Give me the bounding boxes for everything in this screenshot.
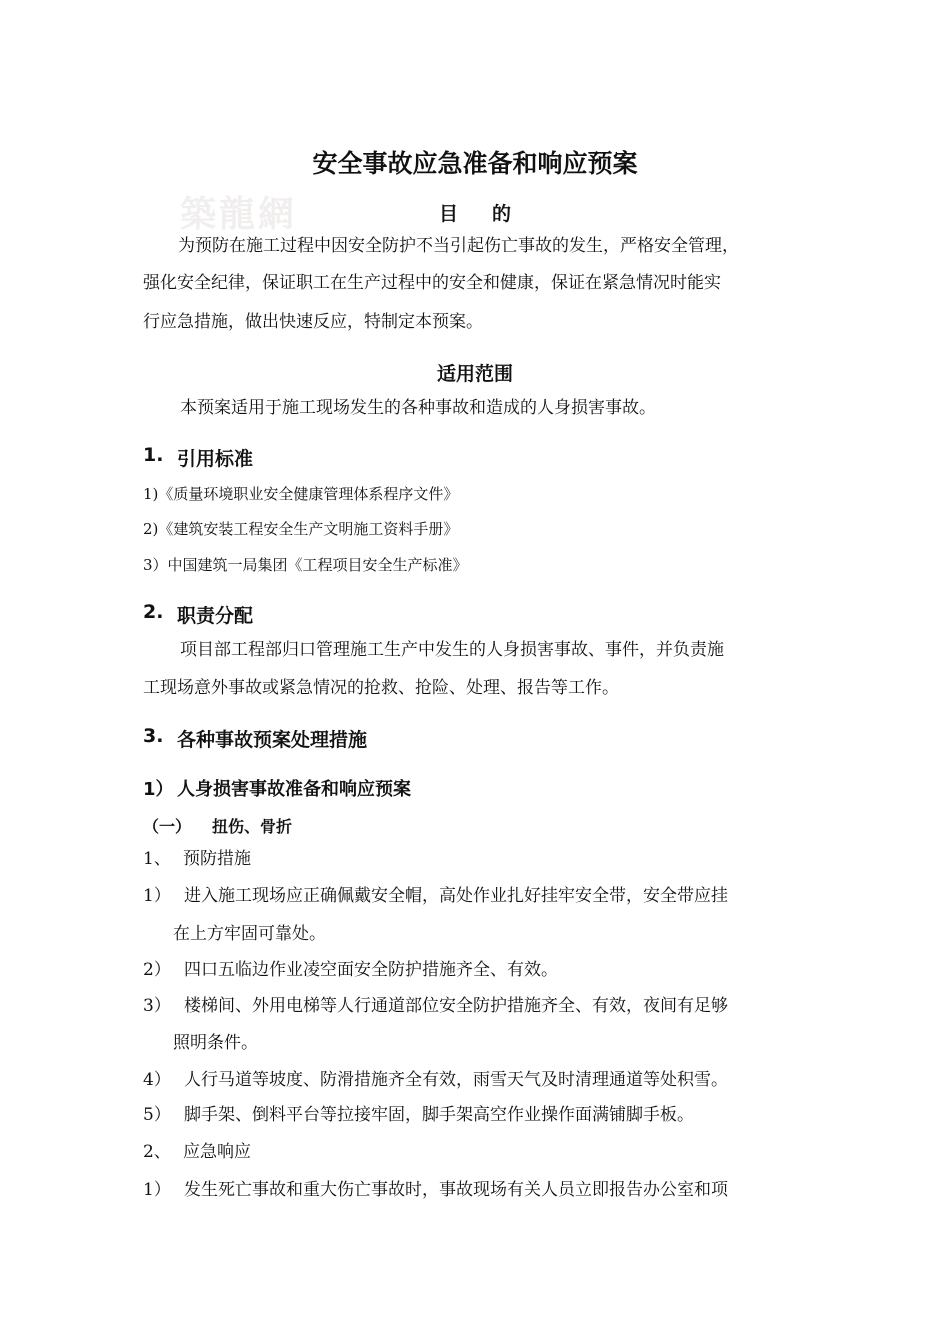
prevention-item-5-number: 5） [143,1105,171,1125]
prevention-item-1-number: 1） [143,886,171,906]
subsection-1a-title: 扭伤、骨折 [212,817,293,836]
prevention-item-5-line-1: 脚手架、倒料平台等拉接牢固，脚手架高空作业操作面满铺脚手板。 [184,1105,694,1125]
prevention-title: 预防措施 [183,849,251,869]
section-1-title: 引用标准 [177,448,254,470]
prevention-item-3-number: 3） [143,996,171,1016]
reference-item-2: 2)《建筑安装工程安全生产文明施工资料手册》 [143,520,459,538]
scope-text: 本预案适用于施工现场发生的各种事故和造成的人身损害事故。 [180,398,656,418]
prevention-item-4-number: 4） [143,1070,171,1090]
subsection-1-title: 人身损害事故准备和响应预案 [177,779,411,800]
purpose-heading: 目的 [438,203,545,225]
prevention-item-4-line-1: 人行马道等坡度、防滑措施齐全有效，雨雪天气及时清理通道等处积雪。 [184,1070,728,1090]
document-title: 安全事故应急准备和响应预案 [312,149,638,178]
response-number: 2、 [143,1142,171,1162]
section-3-title: 各种事故预案处理措施 [177,729,368,751]
prevention-item-1-line-2: 在上方牢固可靠处。 [173,924,326,944]
prevention-item-3-line-2: 照明条件。 [173,1033,258,1053]
scope-heading: 适用范围 [436,363,513,385]
prevention-item-2-line-1: 四口五临边作业凌空面安全防护措施齐全、有效。 [184,960,558,980]
response-title: 应急响应 [183,1142,251,1162]
prevention-item-1-line-1: 进入施工现场应正确佩戴安全帽，高处作业扎好挂牢安全带，安全带应挂 [184,886,728,906]
prevention-item-3-line-1: 楼梯间、外用电梯等人行通道部位安全防护措施齐全、有效，夜间有足够 [184,996,728,1016]
prevention-number: 1、 [143,849,171,869]
duty-line-2: 工现场意外事故或紧急情况的抢救、抢险、处理、报告等工作。 [143,678,619,698]
response-item-1-line-1: 发生死亡事故和重大伤亡事故时，事故现场有关人员立即报告办公室和项 [184,1180,728,1200]
prevention-item-2-number: 2） [143,960,171,980]
purpose-line-3: 行应急措施，做出快速反应，特制定本预案。 [143,312,483,332]
purpose-line-2: 强化安全纪律，保证职工在生产过程中的安全和健康，保证在紧急情况时能实 [143,273,721,293]
duty-line-1: 项目部工程部归口管理施工生产中发生的人身损害事故、事件，并负责施 [180,640,724,660]
response-item-1-number: 1） [143,1180,171,1200]
watermark-logo: 築龍網 [180,193,298,235]
section-2-number: 2. [143,601,164,623]
section-3-number: 3. [143,725,164,747]
section-1-number: 1. [143,444,164,466]
reference-item-1: 1)《质量环境职业安全健康管理体系程序文件》 [143,485,459,503]
section-2-title: 职责分配 [177,605,254,627]
purpose-line-1: 为预防在施工过程中因安全防护不当引起伤亡事故的发生，严格安全管理， [178,236,739,256]
reference-item-3: 3）中国建筑一局集团《工程项目安全生产标准》 [143,556,468,574]
subsection-1a-number: （一） [143,817,192,836]
subsection-1-number: 1） [143,779,174,800]
